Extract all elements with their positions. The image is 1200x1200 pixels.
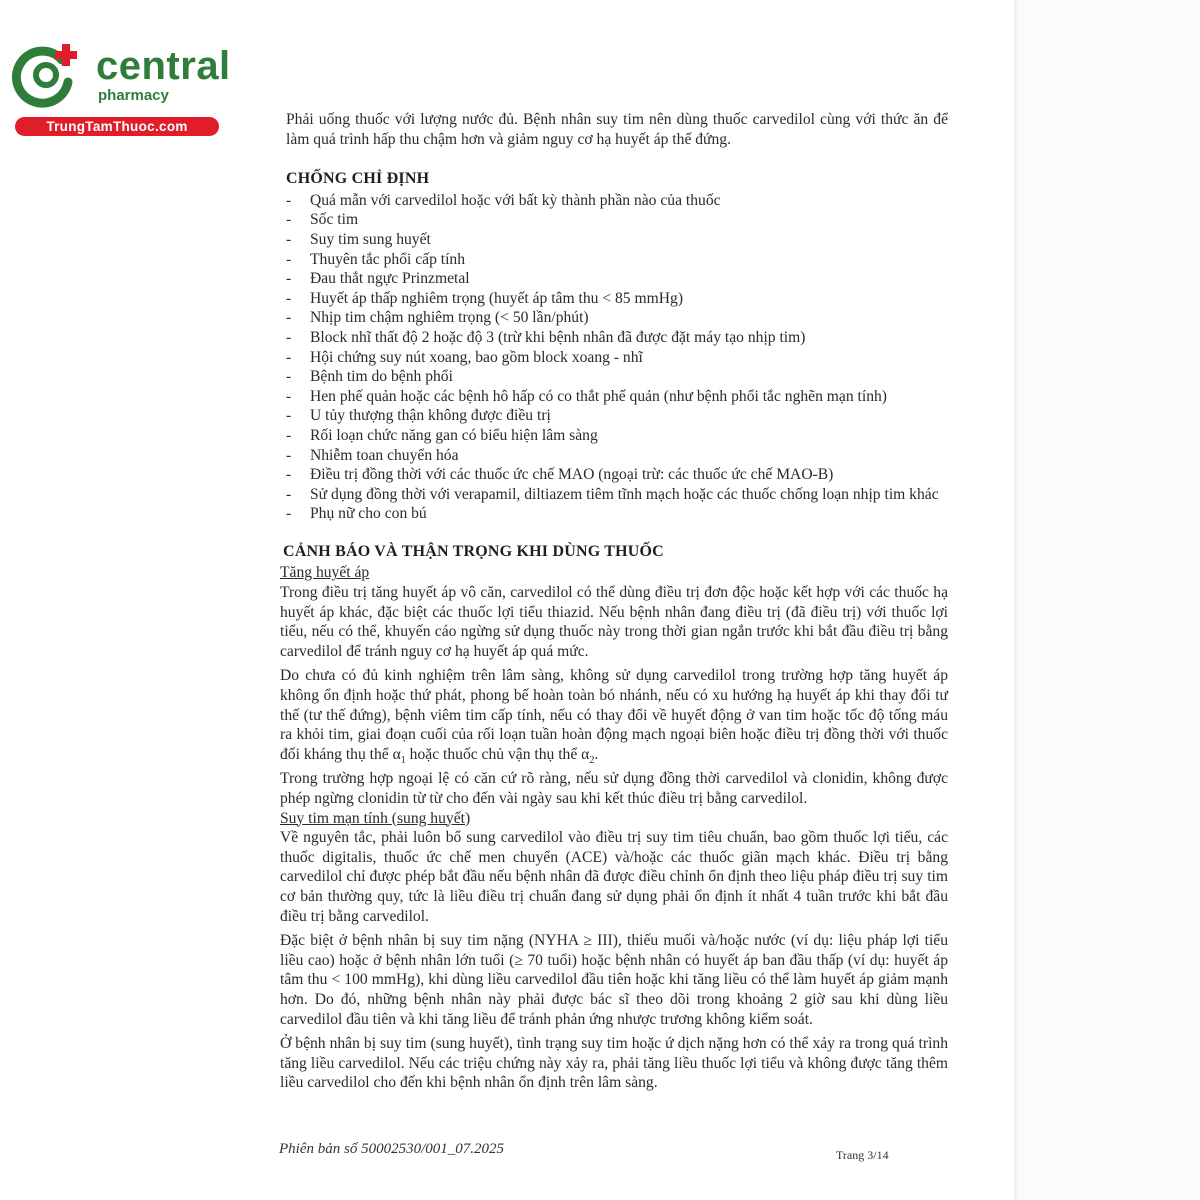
bullet-dash: - xyxy=(286,211,292,229)
chronic-hf-paragraph-1: Về nguyên tắc, phải luôn bổ sung carvedilol vào điều trị suy tim tiêu chuẩn, bao gồm thuốc lợi tiểu, các thuốc digitalis, thuốc ức chế men chuyển (ACE) và/hoặc các thuốc giãn mạch khác. Điều trị bằng carvedilol chỉ được phép bắt đầu nếu bệnh nhân đã được điều chỉnh ổn định theo liệu pháp điều trị suy tim cơ bản thường quy, tức là liều điều trị chuẩn đang sử dụng phải ổn định ít nhất 4 tuần trước khi bắt đầu điều trị bằng carvedilol. xyxy=(280,829,948,925)
contraindication-text: Phụ nữ cho con bú xyxy=(310,505,427,523)
bullet-dash: - xyxy=(286,485,292,503)
bullet-dash: - xyxy=(286,191,292,209)
contraindication-item xyxy=(286,269,948,289)
bullet-dash: - xyxy=(286,348,292,366)
contraindication-text: Sốc tim xyxy=(310,211,359,229)
contraindication-item xyxy=(286,250,948,270)
contraindication-text: Hen phế quản hoặc các bệnh hô hấp có co thắt phế quản (như bệnh phổi tắc nghẽn mạn tính) xyxy=(310,387,887,405)
contraindication-item xyxy=(286,308,948,328)
contraindication-text: Thuyên tắc phổi cấp tính xyxy=(310,250,466,268)
contraindication-item xyxy=(286,230,948,250)
bullet-dash: - xyxy=(286,407,292,425)
contraindication-text: Nhịp tim chậm nghiêm trọng (< 50 lần/phút) xyxy=(310,309,589,327)
document-body xyxy=(280,110,948,1093)
contraindication-item xyxy=(286,289,948,309)
contraindication-text: Quá mẫn với carvedilol hoặc với bất kỳ thành phần nào của thuốc xyxy=(310,191,721,209)
bullet-dash: - xyxy=(286,446,292,464)
bullet-dash: - xyxy=(286,250,292,268)
contraindication-item xyxy=(286,406,948,426)
contraindication-text: Nhiễm toan chuyển hóa xyxy=(310,446,459,464)
contraindication-item xyxy=(286,465,948,485)
contraindication-item xyxy=(286,210,948,230)
contraindication-item xyxy=(286,367,948,387)
hypertension-paragraph-3: Trong trường hợp ngoại lệ có căn cứ rõ ràng, nếu sử dụng đồng thời carvedilol và clonidin, không được phép ngừng clonidin từ từ cho đến vài ngày sau khi kết thúc điều trị bằng carvedilol. xyxy=(280,770,948,807)
bullet-dash: - xyxy=(286,387,292,405)
contraindications-list xyxy=(286,191,948,524)
contraindication-text: Đau thắt ngực Prinzmetal xyxy=(310,270,470,288)
contraindication-item xyxy=(286,446,948,466)
logo-name: central xyxy=(96,44,231,88)
bullet-dash: - xyxy=(286,328,292,346)
contraindication-text: Block nhĩ thất độ 2 hoặc độ 3 (trừ khi bệnh nhân đã được đặt máy tạo nhịp tim) xyxy=(310,328,806,346)
contraindication-text: Hội chứng suy nút xoang, bao gồm block xoang - nhĩ xyxy=(310,348,643,366)
pharmacy-cross-icon xyxy=(10,38,82,110)
contraindication-item xyxy=(286,485,948,505)
chronic-hf-paragraph-3: Ở bệnh nhân bị suy tim (sung huyết), tình trạng suy tim hoặc ứ dịch nặng hơn có thể xảy ra trong quá trình tăng liều carvedilol. Nếu các triệu chứng này xảy ra, phải tăng liều thuốc lợi tiểu và không được tăng thêm liều carvedilol cho đến khi bệnh nhân ổn định trên lâm sàng. xyxy=(280,1035,948,1092)
contraindication-item xyxy=(286,504,948,524)
bullet-dash: - xyxy=(286,230,292,248)
subsection-hypertension-title: Tăng huyết áp xyxy=(280,564,370,582)
contraindication-text: Huyết áp thấp nghiêm trọng (huyết áp tâm thu < 85 mmHg) xyxy=(310,289,684,307)
page-number: Trang 3/14 xyxy=(836,1148,889,1162)
contraindication-item xyxy=(286,191,948,211)
chronic-hf-paragraph-2: Đặc biệt ở bệnh nhân bị suy tim nặng (NYHA ≥ III), thiếu muối và/hoặc nước (ví dụ: liệu pháp lợi tiểu liều cao) hoặc ở bệnh nhân lớn tuổi (≥ 70 tuổi) hoặc bệnh nhân có huyết áp ban đầu thấp (ví dụ: huyết áp tâm thu < 100 mmHg), khi dùng liều carvedilol đầu tiên hoặc khi tăng liều có thể làm huyết áp giảm mạnh hơn. Do đó, những bệnh nhân này phải được bác sĩ theo dõi trong khoảng 2 giờ sau khi dùng liều carvedilol đầu tiên và khi tăng liều để tránh phản ứng nhược trương không kiểm soát. xyxy=(280,932,948,1028)
bullet-dash: - xyxy=(286,289,292,307)
subsection-chronic-hf-title: Suy tim mạn tính (sung huyết) xyxy=(280,809,471,827)
page-edge xyxy=(1014,0,1018,1200)
contraindication-item xyxy=(286,426,948,446)
contraindication-text: Điều trị đồng thời với các thuốc ức chế MAO (ngoại trừ: các thuốc ức chế MAO-B) xyxy=(310,466,834,484)
document-version: Phiên bản số 50002530/001_07.2025 xyxy=(279,1141,504,1157)
contraindication-item xyxy=(286,387,948,407)
page-right-margin xyxy=(1018,0,1200,1200)
hypertension-paragraph-1: Trong điều trị tăng huyết áp vô căn, carvedilol có thể dùng điều trị đơn độc hoặc kết hợp với các thuốc hạ huyết áp khác, đặc biệt các thuốc lợi tiểu thiazid. Nếu bệnh nhân đang điều trị (đã điều trị) với thuốc lợi tiểu, nếu có thể, khuyến cáo ngừng sử dụng thuốc này trong thời gian ngắn trước khi bắt đầu điều trị bằng carvedilol để tránh nguy cơ hạ huyết áp quá mức. xyxy=(280,584,948,660)
bullet-dash: - xyxy=(286,368,292,386)
logo-website: TrungTamThuoc.com xyxy=(15,117,219,136)
contraindication-text: Rối loạn chức năng gan có biểu hiện lâm sàng xyxy=(310,426,598,444)
bullet-dash: - xyxy=(286,426,292,444)
central-pharmacy-logo xyxy=(10,38,231,138)
bullet-dash: - xyxy=(286,309,292,327)
contraindication-item xyxy=(286,328,948,348)
bullet-dash: - xyxy=(286,466,292,484)
hypertension-paragraph-2: Do chưa có đủ kinh nghiệm trên lâm sàng, không sử dụng carvedilol trong trường hợp tăng huyết áp không ổn định hoặc thứ phát, phong bế hoàn toàn bó nhánh, nếu có xu hướng hạ huyết áp khi thay đổi tư thế (tư thế đứng), bệnh viêm tim cấp tính, nếu có thay đổi về huyết động ở van tim hoặc tốc độ tống máu ra khỏi tim, giai đoạn cuối của rối loạn tuần hoàn động mạch ngoại biên hoặc điều trị đồng thời với thuốc đối kháng thụ thể $\alpha_1$ hoặc thuốc chủ vận thụ thể $\alpha_2$. xyxy=(280,667,948,766)
logo-subtitle: pharmacy xyxy=(98,87,169,104)
contraindication-text: Suy tim sung huyết xyxy=(310,230,431,248)
intro-paragraph: Phải uống thuốc với lượng nước đủ. Bệnh nhân suy tim nên dùng thuốc carvedilol cùng với thức ăn để làm quá trình hấp thu chậm hơn và giảm nguy cơ hạ huyết áp thế đứng. xyxy=(286,111,948,148)
contraindication-text: Bệnh tim do bệnh phổi xyxy=(310,368,453,386)
bullet-dash: - xyxy=(286,270,292,288)
contraindication-text: Sử dụng đồng thời với verapamil, diltiazem tiêm tĩnh mạch hoặc các thuốc chống loạn nhịp tim khác xyxy=(310,485,939,503)
bullet-dash: - xyxy=(286,505,292,523)
contraindication-item xyxy=(286,348,948,368)
warnings-heading: CẢNH BÁO VÀ THẬN TRỌNG KHI DÙNG THUỐC xyxy=(283,542,664,560)
contraindications-heading: CHỐNG CHỈ ĐỊNH xyxy=(286,170,430,188)
contraindication-text: U tủy thượng thận không được điều trị xyxy=(310,407,551,425)
